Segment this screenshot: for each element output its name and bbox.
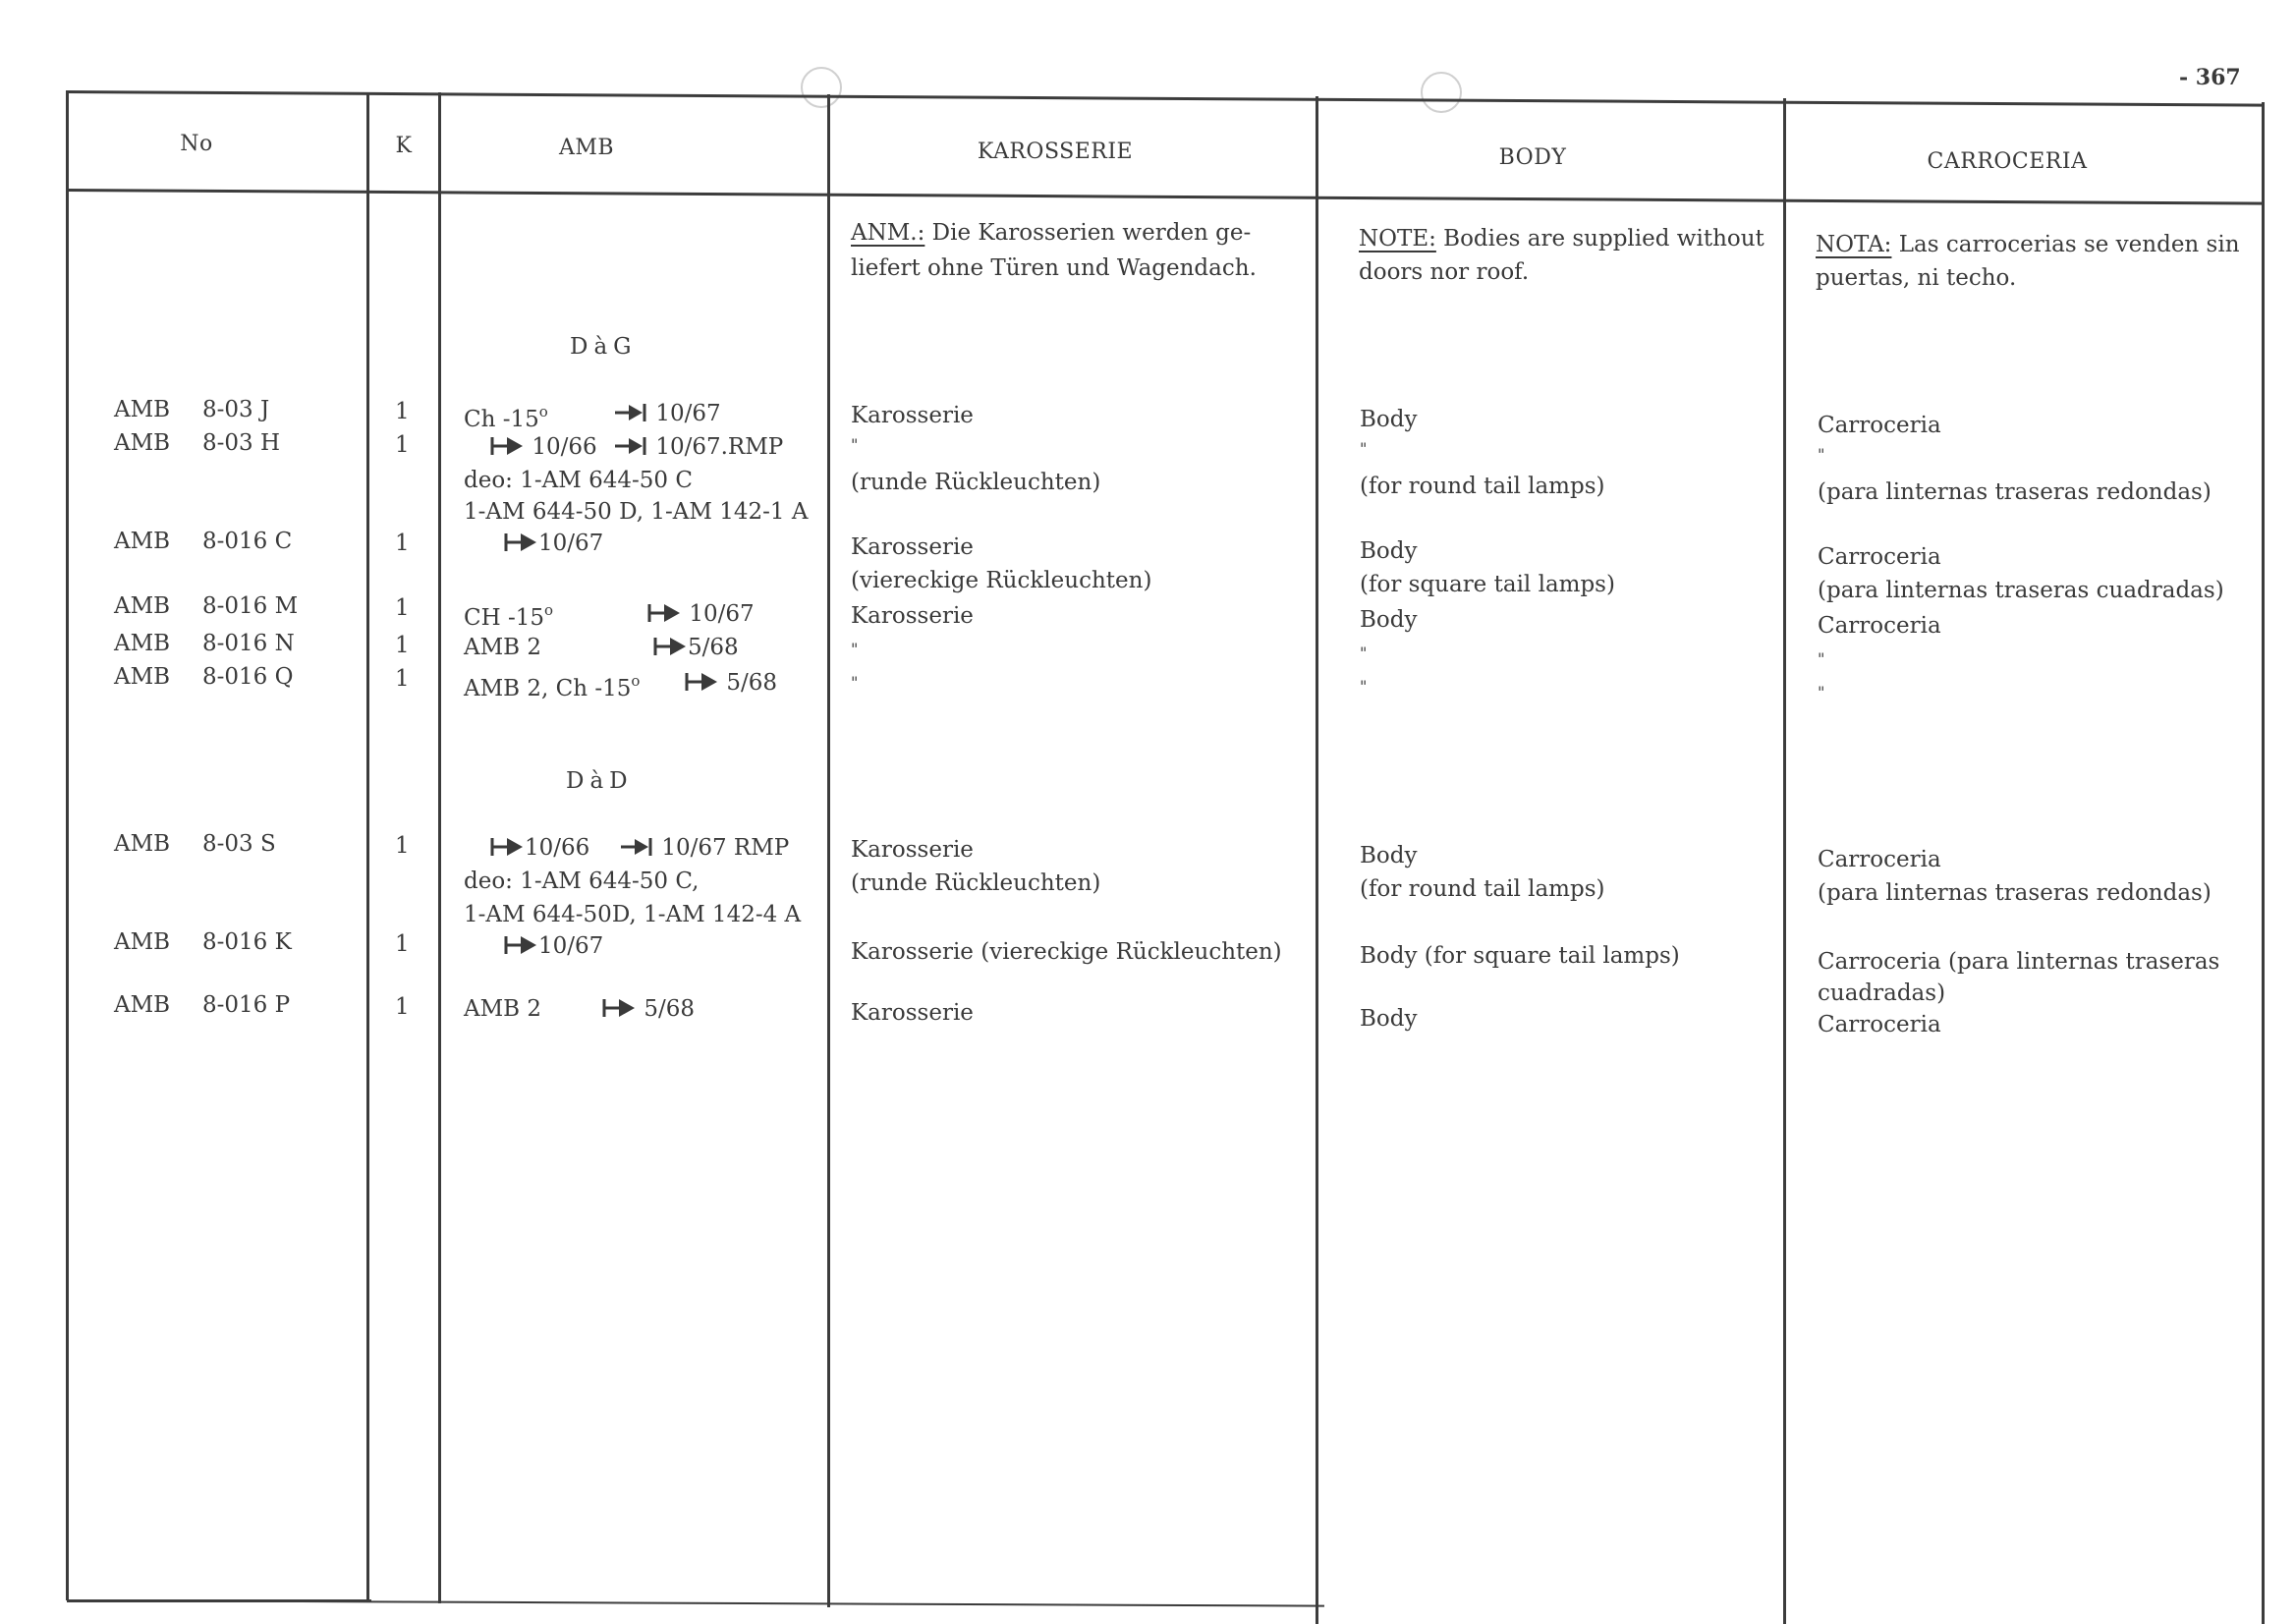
- header-no: No: [180, 132, 213, 156]
- row-de: Karosserie: [851, 603, 974, 629]
- table-bottom-border-2: [67, 1599, 1324, 1607]
- row-prefix: AMB: [114, 631, 171, 656]
- note-es: [1816, 230, 2240, 259]
- degree-mark: o: [538, 403, 548, 420]
- row-es-note: (para linternas traseras cuadradas): [1818, 578, 2224, 603]
- header-karosserie: KAROSSERIE: [977, 140, 1134, 164]
- row-k: 1: [395, 931, 410, 957]
- header-amb: AMB: [558, 136, 615, 160]
- note-en: [1359, 224, 1764, 253]
- row-en: Body: [1360, 607, 1418, 633]
- row-es: Carroceria: [1818, 1012, 1941, 1037]
- row-de: ": [851, 640, 859, 658]
- row-en-note: (for square tail lamps): [1360, 572, 1615, 597]
- row-en: Body: [1360, 538, 1418, 564]
- row-amb-from: [503, 529, 603, 558]
- row-k: 1: [395, 531, 410, 556]
- row-amb-from: [684, 668, 777, 698]
- row-es: Carroceria: [1818, 544, 1941, 570]
- row-amb-text: [464, 666, 640, 703]
- col-border-right: [2262, 102, 2265, 1624]
- row-amb-text: AMB 2: [464, 996, 542, 1022]
- row-amb-deo: deo: 1-AM 644-50 C: [464, 468, 693, 493]
- note-en-label: NOTE:: [1359, 226, 1436, 252]
- row-prefix: AMB: [114, 593, 171, 619]
- col-border-de-en: [1316, 96, 1318, 1624]
- row-amb-until: [613, 432, 783, 462]
- row-amb-deo-2: 1-AM 644-50D, 1-AM 142-4 A: [464, 902, 802, 927]
- row-code: 8-03 H: [202, 430, 281, 456]
- col-border-k-amb: [438, 92, 441, 1603]
- row-de: ": [851, 673, 859, 692]
- row-en: Body: [1360, 1006, 1418, 1032]
- row-en: ": [1360, 677, 1368, 696]
- row-amb-text: AMB 2: [464, 635, 542, 660]
- row-amb-from: [503, 931, 603, 961]
- row-code: 8-016 N: [202, 631, 295, 656]
- row-amb-from: [489, 432, 597, 462]
- punch-hole-right: [1421, 72, 1462, 113]
- row-amb-from: [646, 599, 755, 629]
- row-de-note: (runde Rückleuchten): [851, 470, 1101, 495]
- row-de: ": [851, 435, 859, 454]
- row-amb-text: [464, 397, 548, 434]
- row-amb-until: [613, 399, 721, 428]
- row-k: 1: [395, 833, 410, 859]
- row-code: 8-03 S: [202, 831, 276, 857]
- row-de: Karosserie: [851, 403, 974, 428]
- degree-mark: o: [544, 601, 554, 619]
- punch-hole-left: [801, 67, 842, 108]
- row-en-note: (for round tail lamps): [1360, 474, 1605, 499]
- row-es: ": [1818, 649, 1825, 668]
- note-de-line1: Die Karosserien werden ge-: [924, 220, 1252, 246]
- col-border-left: [66, 90, 69, 1600]
- row-amb-text: [464, 595, 553, 633]
- col-border-no-k: [366, 92, 369, 1602]
- row-k: 1: [395, 633, 410, 658]
- row-en-note: (for round tail lamps): [1360, 876, 1605, 902]
- from-arrow-icon: [503, 532, 538, 553]
- from-arrow-icon: [601, 997, 637, 1019]
- from-arrow-icon: [652, 636, 688, 657]
- row-prefix: AMB: [114, 430, 171, 456]
- header-k: K: [395, 134, 413, 158]
- header-carroceria: CARROCERIA: [1927, 149, 2088, 174]
- until-arrow-icon: [613, 402, 648, 423]
- row-es: ": [1818, 683, 1825, 701]
- row-es-note: (para linternas traseras redondas): [1818, 479, 2212, 505]
- row-de-note: (runde Rückleuchten): [851, 870, 1101, 896]
- row-amb-deo-2: 1-AM 644-50 D, 1-AM 142-1 A: [464, 499, 809, 525]
- row-code: 8-016 C: [202, 529, 293, 554]
- amb-until-date: 10/67: [655, 401, 721, 426]
- table-top-border: [67, 90, 2264, 107]
- degree-mark: o: [631, 672, 641, 690]
- row-amb-deo: deo: 1-AM 644-50 C,: [464, 868, 700, 894]
- row-de: Karosserie (viereckige Rückleuchten): [851, 939, 1282, 965]
- row-k: 1: [395, 399, 410, 424]
- from-arrow-icon: [489, 836, 525, 858]
- row-en: ": [1360, 644, 1368, 662]
- row-code: 8-016 M: [202, 593, 299, 619]
- row-k: 1: [395, 432, 410, 458]
- amb-from-date: 5/68: [644, 996, 695, 1022]
- row-code: 8-03 J: [202, 397, 270, 422]
- section-dag: DàG: [570, 334, 638, 360]
- row-k: 1: [395, 595, 410, 621]
- note-es-label: NOTA:: [1816, 232, 1892, 257]
- amb-condition: CH -15: [464, 605, 545, 631]
- row-prefix: AMB: [114, 529, 171, 554]
- row-amb-from: [601, 994, 695, 1024]
- amb-from-date: 10/66: [525, 835, 590, 861]
- note-en-line1: Bodies are supplied without: [1435, 226, 1764, 252]
- from-arrow-icon: [503, 934, 538, 956]
- row-es-note: (para linternas traseras redondas): [1818, 880, 2212, 906]
- row-de: Karosserie: [851, 837, 974, 863]
- row-es: Carroceria: [1818, 413, 1941, 438]
- from-arrow-icon: [489, 435, 525, 457]
- row-es: ": [1818, 445, 1825, 464]
- note-de: [851, 218, 1251, 248]
- col-border-en-es: [1783, 98, 1786, 1624]
- amb-from-date: 10/67: [538, 531, 604, 556]
- row-amb-from: [652, 633, 739, 662]
- row-amb-until: [619, 833, 789, 863]
- note-en-line2: doors nor roof.: [1359, 259, 1530, 285]
- until-arrow-icon: [613, 435, 648, 457]
- note-de-label: ANM.:: [851, 220, 925, 246]
- row-en: Body (for square tail lamps): [1360, 943, 1680, 969]
- amb-condition: AMB 2, Ch -15: [464, 676, 632, 701]
- row-de: Karosserie: [851, 534, 974, 560]
- row-k: 1: [395, 666, 410, 692]
- row-code: 8-016 Q: [202, 664, 294, 690]
- row-prefix: AMB: [114, 831, 171, 857]
- row-en: ": [1360, 439, 1368, 458]
- from-arrow-icon: [684, 671, 719, 693]
- section-dad: DàD: [566, 768, 634, 794]
- amb-until-date: 10/67 RMP: [661, 835, 790, 861]
- amb-from-date: 10/66: [532, 434, 597, 460]
- from-arrow-icon: [646, 602, 682, 624]
- note-es-line2: puertas, ni techo.: [1816, 265, 2017, 291]
- row-k: 1: [395, 994, 410, 1020]
- row-de-note: (viereckige Rückleuchten): [851, 568, 1152, 593]
- col-border-amb-de: [827, 94, 830, 1607]
- row-de: Karosserie: [851, 1000, 974, 1026]
- page-number: - 367: [2179, 65, 2241, 90]
- amb-from-date: 5/68: [726, 670, 777, 696]
- note-es-line1: Las carrocerias se venden sin: [1891, 232, 2240, 257]
- note-de-line2: liefert ohne Türen und Wagendach.: [851, 255, 1257, 281]
- row-es-note: cuadradas): [1818, 980, 1946, 1006]
- row-amb-from: [489, 833, 589, 863]
- row-es: Carroceria (para linternas traseras: [1818, 949, 2220, 975]
- amb-from-date: 10/67: [538, 933, 604, 959]
- until-arrow-icon: [619, 836, 654, 858]
- row-prefix: AMB: [114, 992, 171, 1018]
- row-prefix: AMB: [114, 929, 171, 955]
- row-prefix: AMB: [114, 397, 171, 422]
- row-code: 8-016 P: [202, 992, 291, 1018]
- amb-condition: Ch -15: [464, 407, 539, 432]
- row-es: Carroceria: [1818, 847, 1941, 872]
- header-body: BODY: [1498, 145, 1567, 170]
- amb-from-date: 10/67: [689, 601, 755, 627]
- row-prefix: AMB: [114, 664, 171, 690]
- row-en: Body: [1360, 843, 1418, 868]
- header-divider: [67, 189, 2264, 205]
- row-es: Carroceria: [1818, 613, 1941, 639]
- amb-from-date: 5/68: [688, 635, 739, 660]
- row-code: 8-016 K: [202, 929, 292, 955]
- row-en: Body: [1360, 407, 1418, 432]
- amb-until-date: 10/67.RMP: [655, 434, 784, 460]
